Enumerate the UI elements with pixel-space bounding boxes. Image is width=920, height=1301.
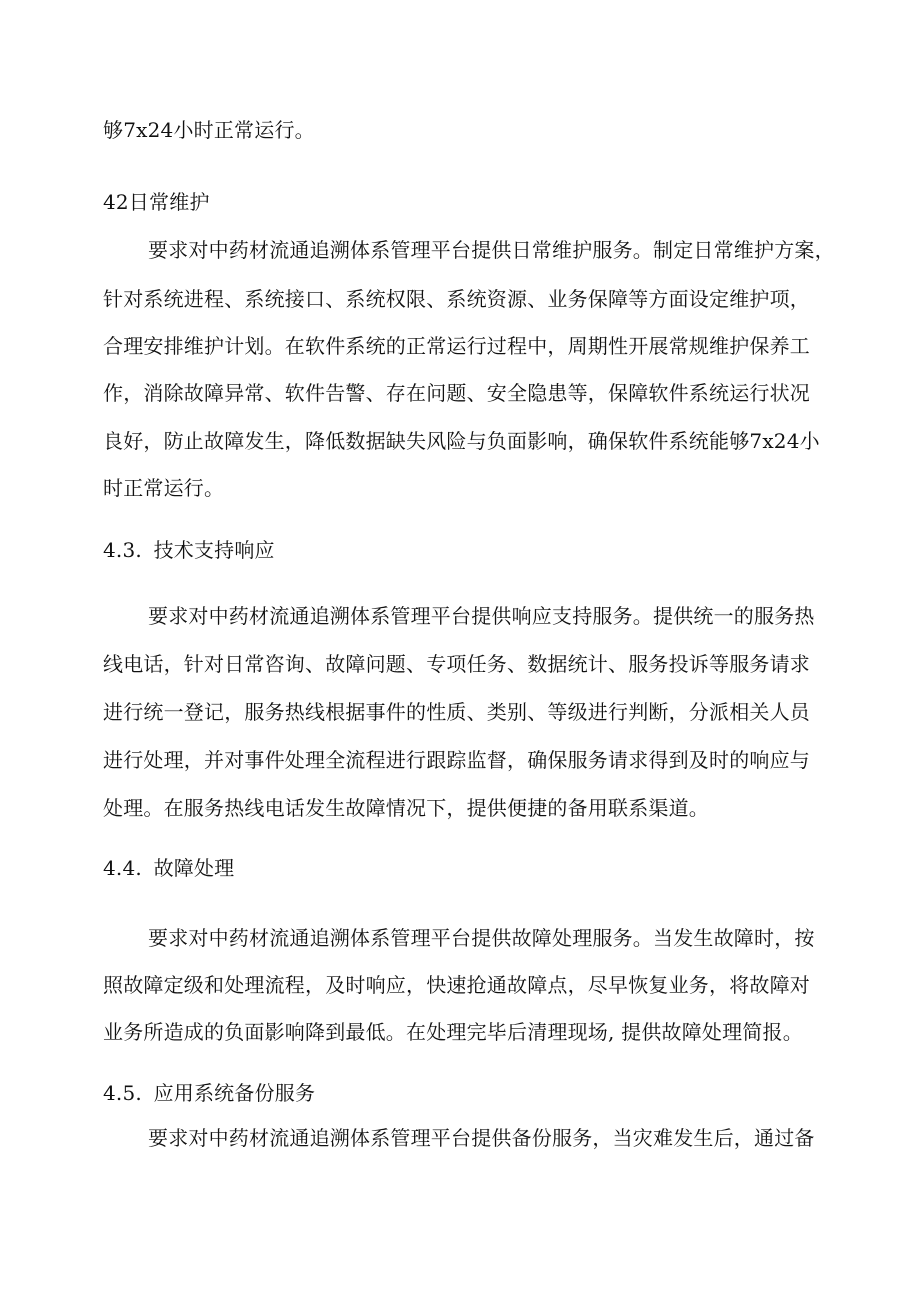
paragraph-line: 要求对中药材流通追溯体系管理平台提供日常维护服务。制定日常维护方案， <box>148 238 835 262</box>
section-heading-4-3 <box>103 538 275 562</box>
paragraph-line: 合理安排维护计划。在软件系统的正常运行过程中，周期性开展常规维护保养工 <box>103 334 810 358</box>
paragraph-line: 作，消除故障异常、软件告警、存在问题、安全隐患等，保障软件系统运行状况 <box>103 381 810 405</box>
paragraph-line: 进行处理，并对事件处理全流程进行跟踪监督，确保服务请求得到及时的响应与 <box>103 748 810 772</box>
paragraph-line: 针对系统进程、系统接口、系统权限、系统资源、业务保障等方面设定维护项， <box>103 287 810 311</box>
section-title: 应用系统备份服务 <box>153 1081 316 1105</box>
section-number: 4.4. <box>103 856 142 880</box>
section-heading-4-4 <box>103 856 234 880</box>
paragraph-line: 照故障定级和处理流程，及时响应，快速抢通故障点，尽早恢复业务，将故障对 <box>103 973 810 997</box>
paragraph-line: 良好，防止故障发生，降低数据缺失风险与负面影响，确保软件系统能够7x24小 <box>103 429 820 453</box>
section-number: 4.3. <box>103 538 142 562</box>
paragraph-line: 线电话，针对日常咨询、故障问题、专项任务、数据统计、服务投诉等服务请求 <box>103 652 810 676</box>
paragraph-line: 业务所造成的负面影响降到最低。在处理完毕后清理现场, 提供故障处理简报。 <box>103 1020 803 1044</box>
paragraph-line: 进行统一登记，服务热线根据事件的性质、类别、等级进行判断，分派相关人员 <box>103 700 810 724</box>
paragraph-line: 要求对中药材流通追溯体系管理平台提供响应支持服务。提供统一的服务热 <box>148 604 815 628</box>
section-title: 故障处理 <box>153 856 235 880</box>
paragraph-line: 要求对中药材流通追溯体系管理平台提供故障处理服务。当发生故障时，按 <box>148 926 815 950</box>
section-title: 技术支持响应 <box>153 538 275 562</box>
section-heading-4-2: 42日常维护 <box>103 190 210 214</box>
continuation-line: 够7x24小时正常运行。 <box>103 118 315 142</box>
section-heading-4-5 <box>103 1081 315 1105</box>
paragraph-line: 时正常运行。 <box>103 476 225 500</box>
paragraph-line: 要求对中药材流通追溯体系管理平台提供备份服务，当灾难发生后，通过备 <box>148 1126 815 1150</box>
section-number: 4.5. <box>103 1081 142 1105</box>
paragraph-line: 处理。在服务热线电话发生故障情况下，提供便捷的备用联系渠道。 <box>103 796 709 820</box>
